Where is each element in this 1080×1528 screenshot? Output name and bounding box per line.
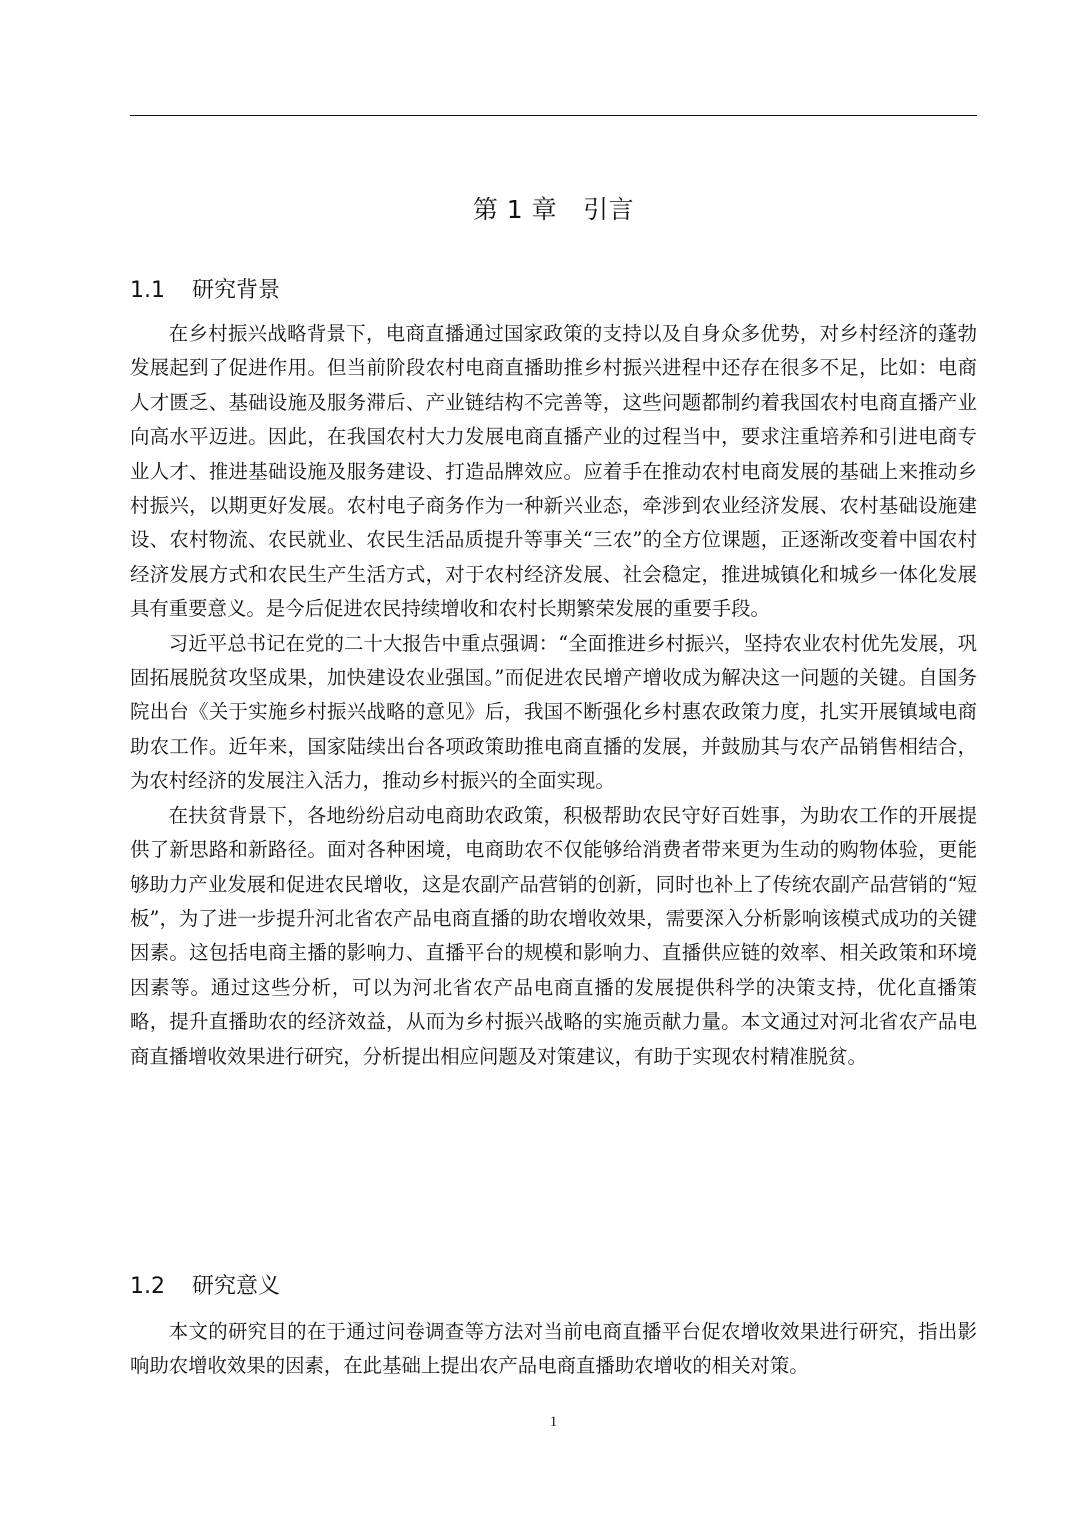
header-rule (130, 115, 977, 116)
section-title: 研究背景 (192, 278, 281, 303)
section-title: 研究意义 (192, 1274, 281, 1299)
chapter-name: 引言 (583, 195, 635, 224)
paragraph: 本文的研究目的在于通过问卷调查等方法对当前电商直播平台促农增收效果进行研究，指出影响助农增收效果的因素，在此基础上提出农产品电商直播助农增收的相关对策。 (130, 1320, 977, 1378)
paragraph: 在乡村振兴战略背景下，电商直播通过国家政策的支持以及自身众多优势，对乡村经济的蓬勃发展起到了促进作用。但当前阶段农村电商直播助推乡村振兴进程中还存在很多不足，比如：电商人才匮乏、基础设施及服务滞后、产业链结构不完善等，这些问题都制约着我国农村电商直播产业向高水平迈进。因此，在我国农村大力发展电商直播产业的过程当中，要求注重培养和引进电商专业人才、推进基础设施及服务建设、打造品牌效应。应着手在推动农村电商发展的基础上来推动乡村振兴，以期更好发展。农村电子商务作为一种新兴业态，牵涉到农业经济发展、农村基础设施建设、农村物流、农民就业、农民生活品质提升等事关“三农”的全方位课题，正逐渐改变着中国农村经济发展方式和农民生产生活方式，对于农村经济发展、社会稳定，推进城镇化和城乡一体化发展具有重要意义。是今后促进农民持续增收和农村长期繁荣发展的重要手段。 (130, 322, 977, 621)
section-body-1-2 (130, 1315, 977, 1384)
section-heading-1-1 (130, 273, 977, 309)
section-heading-1-2 (130, 1269, 977, 1305)
section-number: 1.2 (130, 1274, 165, 1299)
paragraph: 在扶贫背景下，各地纷纷启动电商助农政策，积极帮助农民守好百姓事，为助农工作的开展提供了新思路和新路径。面对各种困境，电商助农不仅能够给消费者带来更为生动的购物体验，更能够助力产业发展和促进农民增收，这是农副产品营销的创新，同时也补上了传统农副产品营销的“短板”，为了进一步提升河北省农产品电商直播的助农增收效果，需要深入分析影响该模式成功的关键因素。这包括电商主播的影响力、直播平台的规模和影响力、直播供应链的效率、相关政策和环境因素等。通过这些分析，可以为河北省农产品电商直播的发展提供科学的决策支持，优化直播策略，提升直播助农的经济效益，从而为乡村振兴战略的实施贡献力量。本文通过对河北省农产品电商直播增收效果进行研究，分析提出相应问题及对策建议，有助于实现农村精准脱贫。 (130, 803, 977, 1068)
chapter-number: 第 1 章 (472, 195, 558, 224)
paragraph: 习近平总书记在党的二十大报告中重点强调：“全面推进乡村振兴，坚持农业农村优先发展，巩固拓展脱贫攻坚成果，加快建设农业强国。”而促进农民增产增收成为解决这一问题的关键。自国务院出台《关于实施乡村振兴战略的意见》后，我国不断强化乡村惠农政策力度，扎实开展镇域电商助农工作。近年来，国家陆续出台各项政策助推电商直播的发展，并鼓励其与农产品销售相结合，为农村经济的发展注入活力，推动乡村振兴的全面实现。 (130, 631, 977, 793)
chapter-title (130, 190, 977, 230)
section-body-1-1 (130, 317, 977, 1074)
page-number: 1 (549, 1414, 558, 1430)
section-number: 1.1 (130, 278, 165, 303)
